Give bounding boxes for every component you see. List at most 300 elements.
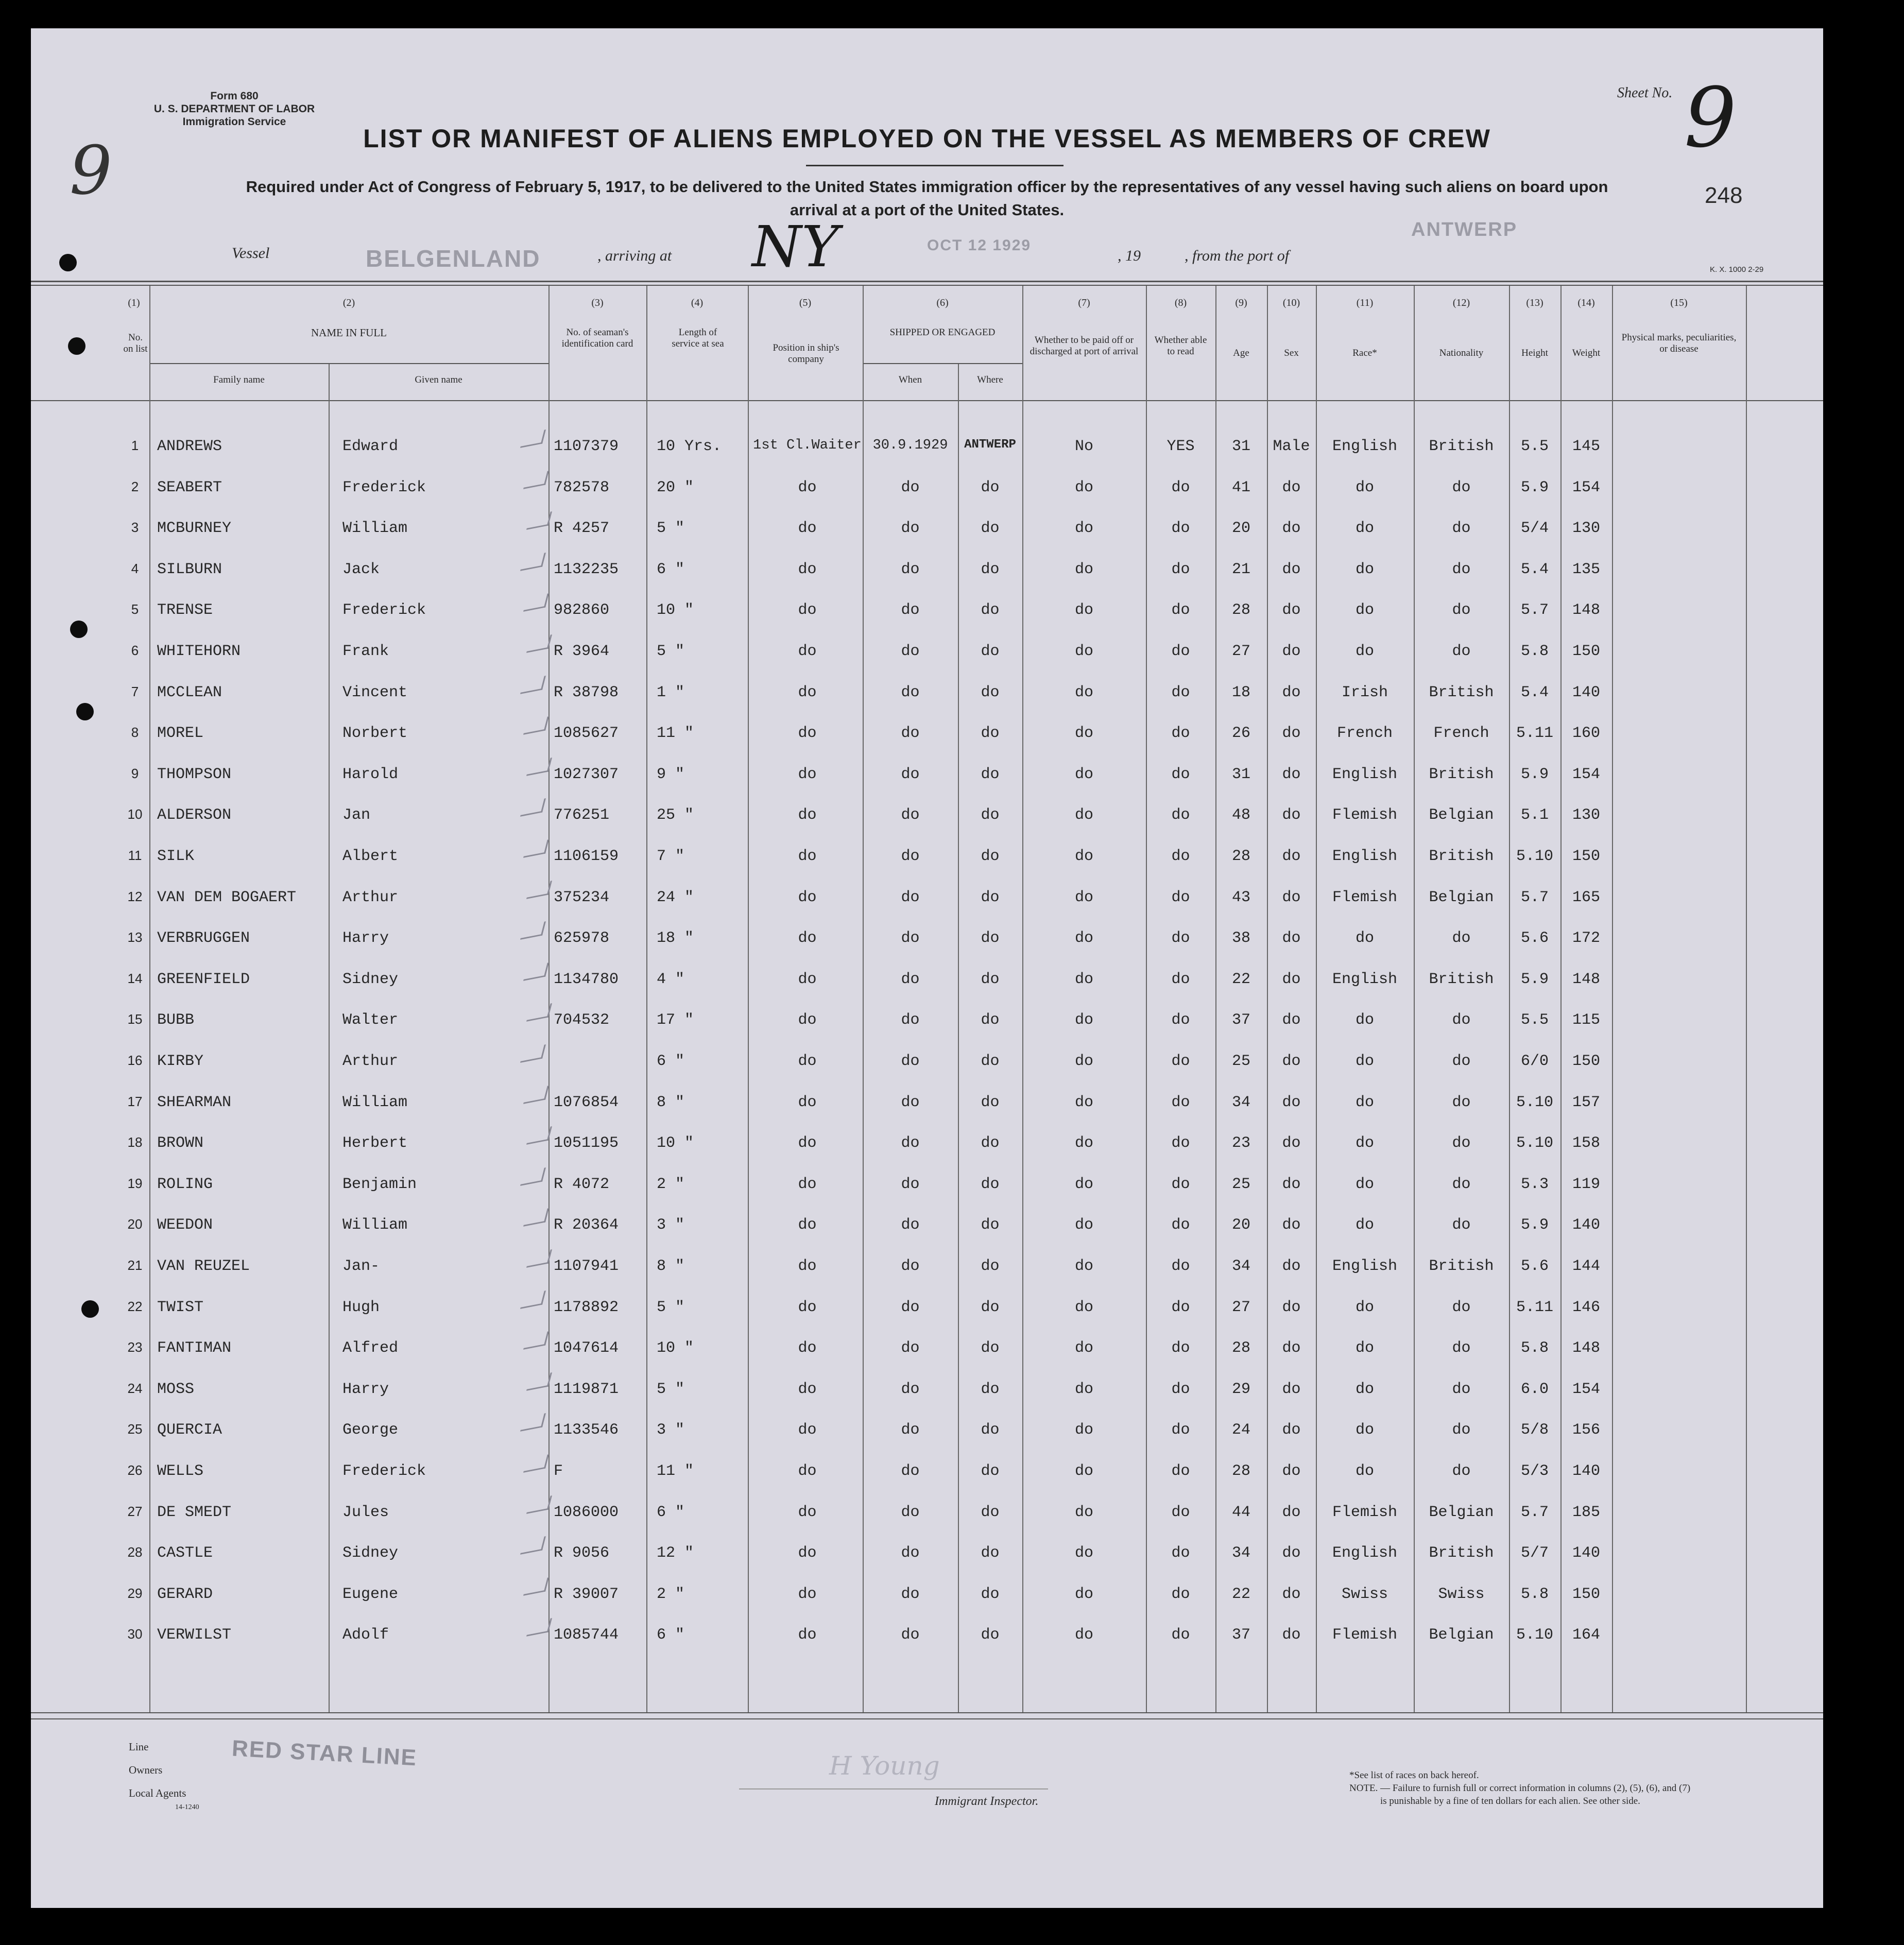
races-note: *See list of races on back hereof. — [1349, 1770, 1479, 1781]
check-mark-icon — [523, 1454, 549, 1473]
cell-weight: 140 — [1572, 683, 1600, 701]
cell-weight: 185 — [1572, 1503, 1600, 1521]
cell-race: do — [1355, 560, 1374, 578]
cell-weight: 160 — [1572, 725, 1600, 743]
agents-label: Local Agents — [129, 1787, 186, 1799]
form-code: 14-1240 — [175, 1803, 199, 1811]
cell-length: 10 " — [657, 601, 694, 619]
check-mark-icon — [520, 1290, 546, 1309]
cell-read: do — [1171, 560, 1190, 578]
check-mark-icon — [520, 1414, 546, 1432]
punch-hole — [59, 254, 77, 271]
hdr-given-name: Given name — [415, 374, 462, 385]
cell-read: do — [1171, 1298, 1190, 1316]
hdr-card: No. of seaman's identification card — [561, 327, 633, 349]
cell-when: do — [901, 1503, 920, 1521]
cell-given: Adolf — [342, 1626, 389, 1644]
cell-length: 8 " — [657, 1093, 685, 1111]
cell-card: R 3964 — [554, 643, 610, 660]
cell-paid: do — [1074, 1175, 1093, 1193]
cell-card: 982860 — [554, 601, 610, 619]
cell-length: 10 " — [657, 1339, 694, 1357]
cell-position: do — [798, 765, 817, 783]
cell-read: do — [1171, 683, 1190, 701]
cell-when: do — [901, 601, 920, 619]
cell-read: do — [1171, 1421, 1190, 1439]
cell-race: do — [1355, 1380, 1374, 1398]
cell-family: WELLS — [157, 1462, 204, 1480]
cell-weight: 172 — [1572, 930, 1600, 948]
cell-height: 5.4 — [1520, 560, 1549, 578]
hdr-weight: Weight — [1572, 348, 1601, 358]
cell-read: do — [1171, 1544, 1190, 1562]
cell-card: 1027307 — [554, 765, 619, 783]
cell-given: Jan- — [342, 1258, 380, 1275]
cell-age: 31 — [1231, 438, 1250, 455]
cell-where: do — [981, 806, 1000, 824]
cell-length: 25 " — [657, 806, 694, 824]
col-num-7: (7) — [1078, 297, 1090, 308]
col-num-6: (6) — [936, 297, 949, 308]
cell-family: GERARD — [157, 1585, 213, 1603]
cell-no: 9 — [131, 765, 139, 781]
cell-paid: do — [1074, 560, 1093, 578]
check-mark-icon — [523, 839, 549, 858]
cell-nat: do — [1452, 601, 1471, 619]
from-port-label: , from the port of — [1185, 247, 1290, 264]
cell-family: SILBURN — [157, 560, 222, 578]
cell-sex: do — [1282, 1339, 1301, 1357]
cell-race: do — [1355, 1339, 1374, 1357]
fine-note: is punishable by a fine of ten dollars for each alien. See other side. — [1380, 1796, 1640, 1806]
sheet-number: 9 — [1684, 70, 1737, 166]
cell-where: do — [981, 765, 1000, 783]
cell-sex: do — [1282, 1421, 1301, 1439]
line-label: Line — [129, 1741, 149, 1753]
cell-weight: 154 — [1572, 1380, 1600, 1398]
cell-family: ANDREWS — [157, 438, 222, 455]
cell-given: Arthur — [342, 888, 399, 906]
date-stamp: OCT 12 1929 — [927, 237, 1032, 254]
cell-card: 1106159 — [554, 848, 619, 865]
cell-nat: do — [1452, 1462, 1471, 1480]
col-num-14: (14) — [1577, 297, 1595, 308]
cell-where: do — [981, 478, 1000, 496]
cell-length: 8 " — [657, 1258, 685, 1275]
cell-nat: do — [1452, 1421, 1471, 1439]
cell-read: do — [1171, 1339, 1190, 1357]
cell-no: 27 — [127, 1503, 143, 1519]
cell-race: do — [1355, 1216, 1374, 1234]
cell-family: VAN REUZEL — [157, 1258, 250, 1275]
check-mark-icon — [520, 1536, 546, 1555]
cell-length: 11 " — [657, 725, 694, 743]
cell-card: 1047614 — [554, 1339, 619, 1357]
cell-height: 6.0 — [1520, 1380, 1549, 1398]
cell-length: 18 " — [657, 930, 694, 948]
cell-age: 44 — [1231, 1503, 1250, 1521]
cell-weight: 154 — [1572, 478, 1600, 496]
cell-weight: 150 — [1572, 848, 1600, 865]
cell-position: do — [798, 848, 817, 865]
cell-read: do — [1171, 1585, 1190, 1603]
cell-sex: do — [1282, 683, 1301, 701]
cell-age: 37 — [1231, 1626, 1250, 1644]
cell-given: Jack — [342, 560, 380, 578]
cell-given: Sidney — [342, 1544, 399, 1562]
cell-no: 10 — [127, 806, 143, 822]
cell-age: 22 — [1231, 970, 1250, 988]
cell-race: do — [1355, 1421, 1374, 1439]
cell-weight: 144 — [1572, 1258, 1600, 1275]
cell-no: 1 — [131, 438, 139, 453]
cell-no: 30 — [127, 1626, 143, 1642]
cell-where: do — [981, 601, 1000, 619]
cell-given: Frederick — [342, 478, 426, 496]
cell-race: do — [1355, 1093, 1374, 1111]
cell-nat: do — [1452, 1134, 1471, 1152]
cell-paid: do — [1074, 1503, 1093, 1521]
cell-age: 28 — [1231, 601, 1250, 619]
cell-given: Albert — [342, 848, 399, 865]
cell-sex: do — [1282, 560, 1301, 578]
cell-given: Benjamin — [342, 1175, 417, 1193]
cell-where: do — [981, 1503, 1000, 1521]
cell-when: do — [901, 1258, 920, 1275]
cell-race: Flemish — [1332, 1503, 1398, 1521]
cell-read: do — [1171, 970, 1190, 988]
cell-read: do — [1171, 1380, 1190, 1398]
cell-height: 5.6 — [1520, 1258, 1549, 1275]
cell-nat: do — [1452, 643, 1471, 660]
cell-length: 2 " — [657, 1585, 685, 1603]
cell-height: 5.6 — [1520, 930, 1549, 948]
cell-where: do — [981, 848, 1000, 865]
cell-read: do — [1171, 1093, 1190, 1111]
cell-weight: 115 — [1572, 1011, 1600, 1029]
cell-no: 13 — [127, 930, 143, 945]
cell-read: do — [1171, 1258, 1190, 1275]
cell-sex: do — [1282, 478, 1301, 496]
cell-given: Edward — [342, 438, 399, 455]
cell-sex: do — [1282, 765, 1301, 783]
cell-race: do — [1355, 643, 1374, 660]
cell-no: 12 — [127, 888, 143, 904]
cell-position: do — [798, 560, 817, 578]
cell-given: Hugh — [342, 1298, 380, 1316]
cell-height: 5/7 — [1520, 1544, 1549, 1562]
cell-age: 34 — [1231, 1544, 1250, 1562]
cell-position: do — [798, 1380, 817, 1398]
page-number: 248 — [1705, 183, 1743, 208]
cell-position: do — [798, 725, 817, 743]
cell-weight: 154 — [1572, 765, 1600, 783]
cell-sex: do — [1282, 520, 1301, 538]
cell-race: English — [1332, 848, 1398, 865]
cell-length: 17 " — [657, 1011, 694, 1029]
cell-position: 1st Cl.Waiter — [753, 438, 862, 453]
hdr-sex: Sex — [1284, 348, 1299, 358]
cell-race: do — [1355, 520, 1374, 538]
cell-sex: do — [1282, 848, 1301, 865]
cell-length: 6 " — [657, 560, 685, 578]
cell-given: Norbert — [342, 725, 408, 743]
cell-race: do — [1355, 478, 1374, 496]
cell-sex: do — [1282, 888, 1301, 906]
cell-where: do — [981, 1339, 1000, 1357]
cell-when: do — [901, 765, 920, 783]
hdr-height: Height — [1521, 348, 1548, 358]
cell-where: do — [981, 1380, 1000, 1398]
cell-position: do — [798, 1503, 817, 1521]
sheet-label: Sheet No. — [1617, 85, 1673, 101]
cell-age: 34 — [1231, 1093, 1250, 1111]
cell-paid: do — [1074, 1258, 1093, 1275]
cell-height: 5/8 — [1520, 1421, 1549, 1439]
cell-family: THOMPSON — [157, 765, 232, 783]
cell-when: do — [901, 478, 920, 496]
cell-where: do — [981, 1011, 1000, 1029]
cell-paid: No — [1074, 438, 1093, 455]
cell-nat: Belgian — [1429, 888, 1494, 906]
cell-given: Herbert — [342, 1134, 408, 1152]
cell-nat: do — [1452, 1380, 1471, 1398]
cell-age: 28 — [1231, 1462, 1250, 1480]
cell-card: R 4072 — [554, 1175, 610, 1193]
cell-where: do — [981, 970, 1000, 988]
cell-paid: do — [1074, 970, 1093, 988]
cell-paid: do — [1074, 888, 1093, 906]
cell-where: do — [981, 1544, 1000, 1562]
cell-where: do — [981, 930, 1000, 948]
cell-given: Harry — [342, 1380, 389, 1398]
cell-family: MCCLEAN — [157, 683, 222, 701]
punch-hole — [81, 1300, 99, 1318]
check-mark-icon — [520, 553, 546, 571]
cell-given: Jules — [342, 1503, 389, 1521]
cell-sex: do — [1282, 1216, 1301, 1234]
cell-family: KIRBY — [157, 1053, 204, 1070]
cell-when: do — [901, 1134, 920, 1152]
cell-paid: do — [1074, 1053, 1093, 1070]
cell-age: 20 — [1231, 1216, 1250, 1234]
col-num-15: (15) — [1670, 297, 1688, 308]
cell-card: 1085744 — [554, 1626, 619, 1644]
cell-when: do — [901, 1462, 920, 1480]
cell-race: Flemish — [1332, 806, 1398, 824]
cell-age: 48 — [1231, 806, 1250, 824]
cell-weight: 157 — [1572, 1093, 1600, 1111]
cell-card: R 39007 — [554, 1585, 619, 1603]
cell-paid: do — [1074, 1216, 1093, 1234]
cell-height: 5.7 — [1520, 1503, 1549, 1521]
cell-when: do — [901, 1216, 920, 1234]
cell-race: English — [1332, 1258, 1398, 1275]
cell-length: 12 " — [657, 1544, 694, 1562]
cell-when: do — [901, 1585, 920, 1603]
cell-card: 1133546 — [554, 1421, 619, 1439]
inspector-label: Immigrant Inspector. — [935, 1795, 1039, 1808]
cell-sex: do — [1282, 1462, 1301, 1480]
cell-paid: do — [1074, 725, 1093, 743]
cell-family: MCBURNEY — [157, 520, 232, 538]
arriving-port: NY — [752, 214, 839, 280]
cell-card: F — [554, 1462, 563, 1480]
cell-position: do — [798, 1093, 817, 1111]
cell-race: Flemish — [1332, 1626, 1398, 1644]
cell-paid: do — [1074, 1626, 1093, 1644]
cell-height: 5.9 — [1520, 1216, 1549, 1234]
subtitle-line1: Required under Act of Congress of February 5, 1917, to be delivered to the United States immigration officer by the representatives of any vessel having such aliens on board upon — [246, 178, 1608, 196]
cell-nat: do — [1452, 1011, 1471, 1029]
cell-card: 782578 — [554, 478, 610, 496]
cell-height: 5.10 — [1516, 1626, 1553, 1644]
cell-read: do — [1171, 1175, 1190, 1193]
cell-given: Harry — [342, 930, 389, 948]
cell-read: do — [1171, 806, 1190, 824]
cell-paid: do — [1074, 1134, 1093, 1152]
cell-read: do — [1171, 1626, 1190, 1644]
hdr-position: Position in ship's company — [773, 342, 839, 365]
cell-paid: do — [1074, 765, 1093, 783]
cell-sex: do — [1282, 643, 1301, 660]
cell-length: 6 " — [657, 1503, 685, 1521]
cell-no: 15 — [127, 1011, 143, 1027]
check-mark-icon — [523, 1331, 549, 1350]
cell-family: TRENSE — [157, 601, 213, 619]
cell-card: 1178892 — [554, 1298, 619, 1316]
cell-race: do — [1355, 601, 1374, 619]
name-subheader-rule — [149, 363, 548, 364]
cell-race: do — [1355, 1175, 1374, 1193]
cell-paid: do — [1074, 1380, 1093, 1398]
year-label: , 19 — [1118, 247, 1141, 264]
cell-height: 5.1 — [1520, 806, 1549, 824]
cell-age: 31 — [1231, 765, 1250, 783]
cell-card: R 4257 — [554, 520, 610, 538]
cell-family: MOSS — [157, 1380, 195, 1398]
service-name: Immigration Service — [182, 116, 286, 128]
cell-no: 2 — [131, 478, 139, 494]
cell-weight: 119 — [1572, 1175, 1600, 1193]
hdr-paid-off: Whether to be paid off or discharged at port of arrival — [1030, 335, 1139, 357]
cell-card: 776251 — [554, 806, 610, 824]
cell-read: do — [1171, 520, 1190, 538]
cell-no: 5 — [131, 601, 139, 617]
cell-race: French — [1336, 725, 1393, 743]
cell-height: 5.8 — [1520, 643, 1549, 660]
cell-read: do — [1171, 765, 1190, 783]
cell-age: 37 — [1231, 1011, 1250, 1029]
cell-when: do — [901, 1421, 920, 1439]
cell-where: do — [981, 1462, 1000, 1480]
cell-nat: British — [1429, 765, 1494, 783]
cell-no: 7 — [131, 683, 139, 699]
cell-position: do — [798, 643, 817, 660]
cell-position: do — [798, 1462, 817, 1480]
cell-length: 2 " — [657, 1175, 685, 1193]
cell-read: do — [1171, 478, 1190, 496]
cell-race: do — [1355, 1462, 1374, 1480]
cell-position: do — [798, 1216, 817, 1234]
check-mark-icon — [523, 1577, 549, 1596]
cell-length: 9 " — [657, 765, 685, 783]
cell-where: do — [981, 1421, 1000, 1439]
cell-height: 5.9 — [1520, 765, 1549, 783]
cell-sex: do — [1282, 725, 1301, 743]
check-mark-icon — [520, 429, 546, 448]
cell-card: 1085627 — [554, 725, 619, 743]
cell-height: 5.5 — [1520, 1011, 1549, 1029]
cell-family: VERBRUGGEN — [157, 930, 250, 948]
cell-no: 20 — [127, 1216, 143, 1232]
hdr-name-in-full: NAME IN FULL — [311, 326, 387, 339]
check-mark-icon — [523, 1086, 549, 1104]
punch-hole — [76, 703, 94, 720]
cell-read: do — [1171, 888, 1190, 906]
cell-when: do — [901, 1175, 920, 1193]
cell-age: 29 — [1231, 1380, 1250, 1398]
cell-read: do — [1171, 848, 1190, 865]
cell-card: 1107941 — [554, 1258, 619, 1275]
cell-where: do — [981, 560, 1000, 578]
cell-where: do — [981, 1626, 1000, 1644]
cell-paid: do — [1074, 683, 1093, 701]
cell-card: 1119871 — [554, 1380, 619, 1398]
cell-height: 5.4 — [1520, 683, 1549, 701]
cell-age: 22 — [1231, 1585, 1250, 1603]
cell-given: Jan — [342, 806, 371, 824]
col-num-2: (2) — [342, 297, 355, 308]
cell-weight: 148 — [1572, 601, 1600, 619]
cell-where: do — [981, 1298, 1000, 1316]
cell-nat: Belgian — [1429, 806, 1494, 824]
line-stamp: RED STAR LINE — [231, 1735, 418, 1771]
cell-position: do — [798, 1011, 817, 1029]
cell-length: 10 Yrs. — [657, 438, 722, 455]
cell-paid: do — [1074, 520, 1093, 538]
cell-given: Frederick — [342, 601, 426, 619]
check-mark-icon — [523, 716, 549, 735]
cell-given: Walter — [342, 1011, 399, 1029]
cell-height: 5.11 — [1516, 725, 1553, 743]
cell-race: Swiss — [1341, 1585, 1388, 1603]
cell-card: R 38798 — [554, 683, 619, 701]
cell-no: 23 — [127, 1339, 143, 1355]
cell-paid: do — [1074, 930, 1093, 948]
cell-length: 4 " — [657, 970, 685, 988]
cell-given: William — [342, 1216, 408, 1234]
cell-sex: do — [1282, 806, 1301, 824]
cell-age: 20 — [1231, 520, 1250, 538]
cell-position: do — [798, 1175, 817, 1193]
check-mark-icon — [520, 921, 546, 940]
cell-sex: do — [1282, 970, 1301, 988]
cell-paid: do — [1074, 806, 1093, 824]
cell-card: 1134780 — [554, 970, 619, 988]
cell-height: 6/0 — [1520, 1053, 1549, 1070]
cell-height: 5.8 — [1520, 1339, 1549, 1357]
cell-where: do — [981, 725, 1000, 743]
check-mark-icon — [520, 799, 546, 817]
cell-when: do — [901, 1380, 920, 1398]
table-bottom-rule — [31, 1712, 1823, 1713]
cell-no: 25 — [127, 1421, 143, 1437]
col-num-4: (4) — [691, 297, 704, 308]
cell-height: 5.10 — [1516, 1134, 1553, 1152]
cell-paid: do — [1074, 1298, 1093, 1316]
cell-weight: 130 — [1572, 806, 1600, 824]
